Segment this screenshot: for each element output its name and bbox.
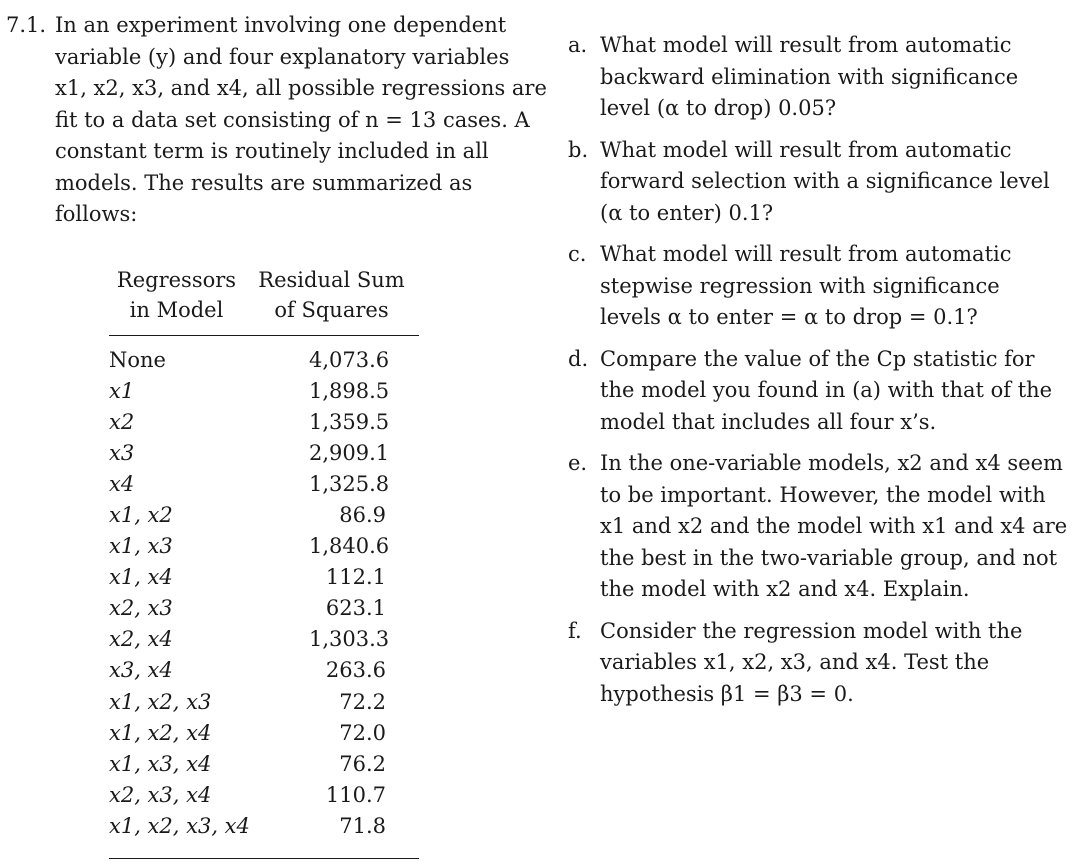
table-cell-model: x1, x2, x3 bbox=[109, 689, 212, 714]
table-row bbox=[109, 468, 419, 499]
question-line: What model will result from automatic bbox=[600, 242, 1012, 266]
question-line: level (α to drop) 0.05? bbox=[600, 96, 837, 120]
table-cell-rss: 110.7 bbox=[325, 782, 386, 807]
table-cell-model: x4 bbox=[109, 471, 135, 496]
table-row bbox=[109, 748, 419, 779]
question-line: hypothesis β1 = β3 = 0. bbox=[600, 681, 854, 706]
header-rss bbox=[244, 265, 419, 335]
table-cell-model: x1, x2 bbox=[109, 503, 173, 528]
intro-line: x1, x2, x3, and x4, all possible regressions are bbox=[55, 76, 547, 100]
intro-line: constant term is routinely included in all bbox=[55, 139, 489, 163]
table-body bbox=[109, 336, 419, 842]
table-row bbox=[109, 531, 419, 562]
question-line: to be important. However, the model with bbox=[600, 482, 1046, 507]
table-cell-model: x1, x2, x3, x4 bbox=[109, 813, 250, 838]
question-line: levels α to enter = α to drop = 0.1? bbox=[600, 305, 978, 329]
problem-number: 7.1. bbox=[6, 13, 47, 37]
problem-intro bbox=[55, 10, 547, 231]
header-rss-line: of Squares bbox=[274, 298, 389, 322]
table-cell-model: x1 bbox=[109, 378, 135, 403]
question-line: backward elimination with significance bbox=[600, 64, 1019, 89]
intro-line: In an experiment involving one dependent bbox=[55, 13, 507, 37]
table-cell-rss: 2,909.1 bbox=[309, 440, 390, 465]
table-row bbox=[109, 655, 419, 686]
table-bottom-rule bbox=[109, 858, 419, 859]
table-cell-model: x2 bbox=[109, 409, 135, 434]
header-regressors-line: Regressors bbox=[116, 268, 237, 292]
question-item bbox=[568, 30, 1068, 125]
intro-line: follows: bbox=[55, 202, 138, 226]
question-item bbox=[568, 344, 1068, 439]
question-label: e. bbox=[568, 451, 588, 475]
header-regressors-line: in Model bbox=[129, 298, 224, 322]
table-row bbox=[109, 344, 419, 375]
header-rss-line: Residual Sum bbox=[258, 268, 405, 292]
table-row bbox=[109, 686, 419, 717]
table-cell-model: x2, x3, x4 bbox=[109, 782, 212, 807]
table-cell-model: x1, x3 bbox=[109, 534, 173, 559]
question-label: f. bbox=[568, 618, 582, 643]
table-cell-model: x3, x4 bbox=[109, 658, 173, 683]
table-cell-model: x3 bbox=[109, 440, 135, 465]
question-line: Consider the regression model with the bbox=[600, 618, 1023, 643]
intro-line: variable (y) and four explanatory variables bbox=[55, 44, 510, 69]
table-cell-rss: 263.6 bbox=[325, 658, 386, 683]
question-line: the model with x2 and x4. Explain. bbox=[600, 577, 970, 601]
question-item bbox=[568, 616, 1068, 711]
question-line: What model will result from automatic bbox=[600, 33, 1012, 57]
question-line: x1 and x2 and the model with x1 and x4 are bbox=[600, 514, 1068, 538]
table-row bbox=[109, 562, 419, 593]
table-row bbox=[109, 593, 419, 624]
table-row bbox=[109, 779, 419, 810]
table-cell-model: x2, x3 bbox=[109, 596, 173, 621]
table-cell-model: None bbox=[109, 347, 166, 372]
question-item bbox=[568, 448, 1068, 606]
table-row bbox=[109, 375, 419, 406]
table-cell-rss: 72.2 bbox=[339, 689, 386, 714]
intro-line: models. The results are summarized as bbox=[55, 170, 473, 195]
table-cell-rss: 1,840.6 bbox=[309, 534, 390, 559]
question-label: b. bbox=[568, 137, 589, 162]
question-label: c. bbox=[568, 242, 587, 266]
table-cell-rss: 1,898.5 bbox=[309, 378, 390, 403]
question-line: Compare the value of the Cp statistic for bbox=[600, 346, 1035, 371]
table-cell-model: x1, x2, x4 bbox=[109, 720, 212, 745]
question-label: a. bbox=[568, 33, 588, 57]
table-cell-rss: 112.1 bbox=[325, 565, 386, 590]
table-cell-model: x1, x3, x4 bbox=[109, 751, 212, 776]
table-row bbox=[109, 499, 419, 530]
table-cell-rss: 71.8 bbox=[339, 813, 386, 838]
question-line: stepwise regression with significance bbox=[600, 273, 1000, 298]
rss-table bbox=[109, 265, 419, 859]
table-row bbox=[109, 810, 419, 841]
table-cell-rss: 72.0 bbox=[339, 720, 386, 745]
table-header bbox=[109, 265, 419, 336]
question-line: variables x1, x2, x3, and x4. Test the bbox=[600, 650, 990, 674]
table-cell-rss: 4,073.6 bbox=[309, 347, 390, 372]
table-cell-rss: 623.1 bbox=[325, 596, 386, 621]
table-cell-rss: 86.9 bbox=[339, 503, 386, 528]
question-line: the best in the two-variable group, and not bbox=[600, 545, 1058, 570]
question-line: What model will result from automatic bbox=[600, 137, 1012, 162]
question-list bbox=[568, 30, 1068, 720]
table-cell-rss: 76.2 bbox=[339, 751, 386, 776]
question-label: d. bbox=[568, 346, 589, 371]
table-row bbox=[109, 437, 419, 468]
table-row bbox=[109, 717, 419, 748]
table-row bbox=[109, 624, 419, 655]
question-item bbox=[568, 135, 1068, 230]
question-line: the model you found in (a) with that of the bbox=[600, 378, 1053, 402]
table-cell-model: x2, x4 bbox=[109, 627, 173, 652]
question-item bbox=[568, 239, 1068, 334]
header-regressors bbox=[109, 265, 244, 335]
question-line: model that includes all four x’s. bbox=[600, 409, 937, 434]
question-line: In the one-variable models, x2 and x4 seem bbox=[600, 451, 1063, 475]
question-line: (α to enter) 0.1? bbox=[600, 200, 774, 225]
intro-line: fit to a data set consisting of n = 13 cases. A bbox=[55, 107, 530, 132]
table-cell-model: x1, x4 bbox=[109, 565, 173, 590]
table-cell-rss: 1,325.8 bbox=[309, 471, 390, 496]
table-row bbox=[109, 406, 419, 437]
table-cell-rss: 1,303.3 bbox=[309, 627, 390, 652]
question-line: forward selection with a significance level bbox=[600, 169, 1050, 193]
table-cell-rss: 1,359.5 bbox=[309, 409, 390, 434]
